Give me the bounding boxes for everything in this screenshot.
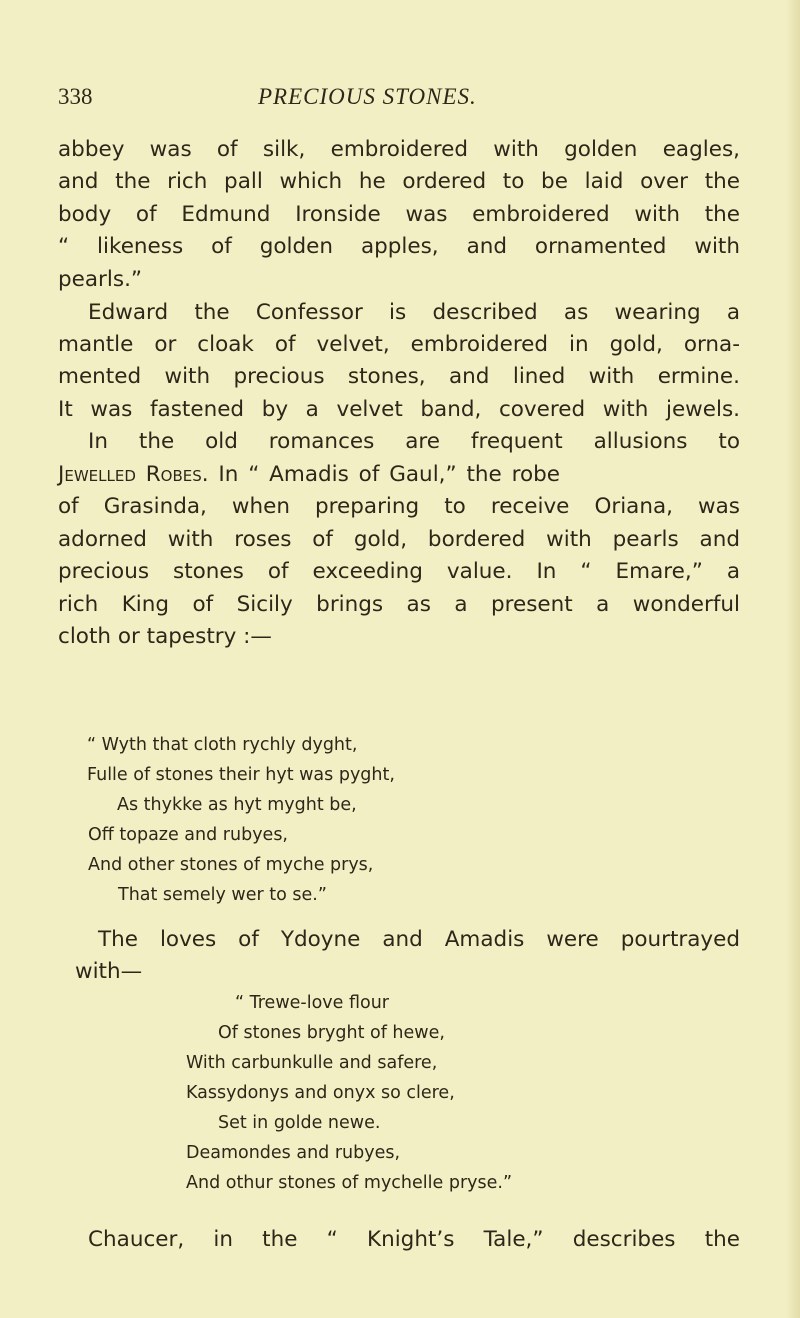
text-line: Chaucer, in the “ Knight’s Tale,” describes the [88, 1227, 740, 1252]
text-line: rich King of Sicily brings as a present a wonderful [58, 592, 740, 617]
verse-line: “ Trewe-love flour [235, 993, 389, 1013]
page-number: 338 [58, 84, 93, 109]
page-edge-shadow [786, 0, 800, 1318]
text-line: mantle or cloak of velvet, embroidered in gold, orna- [58, 332, 740, 357]
text-line: Edward the Confessor is described as wearing a [88, 300, 740, 325]
verse-line: And other stones of myche prys, [88, 855, 374, 875]
verse-line: Fulle of stones their hyt was pyght, [87, 765, 395, 785]
verse-line: “ Wyth that cloth rychly dyght, [87, 735, 358, 755]
text-line: mented with precious stones, and lined with ermine. [58, 364, 740, 389]
text-line: abbey was of silk, embroidered with golden eagles, [58, 137, 740, 162]
verse-line: With carbunkulle and safere, [186, 1053, 438, 1073]
text-line: body of Edmund Ironside was embroidered with the [58, 202, 740, 227]
text-line: of Grasinda, when preparing to receive Oriana, was [58, 494, 740, 519]
verse-line: Of stones bryght of hewe, [218, 1023, 445, 1043]
verse-line: And othur stones of mychelle pryse.” [186, 1173, 513, 1193]
text-line: cloth or tapestry :— [58, 624, 272, 649]
verse-line: That semely wer to se.” [118, 885, 327, 905]
text-line: It was fastened by a velvet band, covered with jewels. [58, 397, 740, 422]
text-line: The loves of Ydoyne and Amadis were pourtrayed [98, 927, 740, 952]
running-title: PRECIOUS STONES. [258, 84, 477, 109]
small-caps-term: Jewelled Robes. [58, 462, 209, 487]
text-line: with— [75, 959, 143, 984]
verse-line: Set in golde newe. [218, 1113, 381, 1133]
verse-line: As thykke as hyt myght be, [117, 795, 357, 815]
text-line: adorned with roses of gold, bordered with pearls and [58, 527, 740, 552]
verse-line: Off topaze and rubyes, [88, 825, 288, 845]
text-line: “ likeness of golden apples, and ornamented with [58, 234, 740, 259]
verse-line: Deamondes and rubyes, [186, 1143, 401, 1163]
text-line: and the rich pall which he ordered to be laid over the [58, 169, 740, 194]
text-line: In the old romances are frequent allusions to [88, 429, 740, 454]
verse-line: Kassydonys and onyx so clere, [186, 1083, 455, 1103]
text-line: precious stones of exceeding value. In “ Emare,” a [58, 559, 740, 584]
text-span: In “ Amadis of Gaul,” the robe [208, 462, 560, 487]
text-line: pearls.” [58, 267, 143, 292]
text-line [58, 459, 740, 491]
